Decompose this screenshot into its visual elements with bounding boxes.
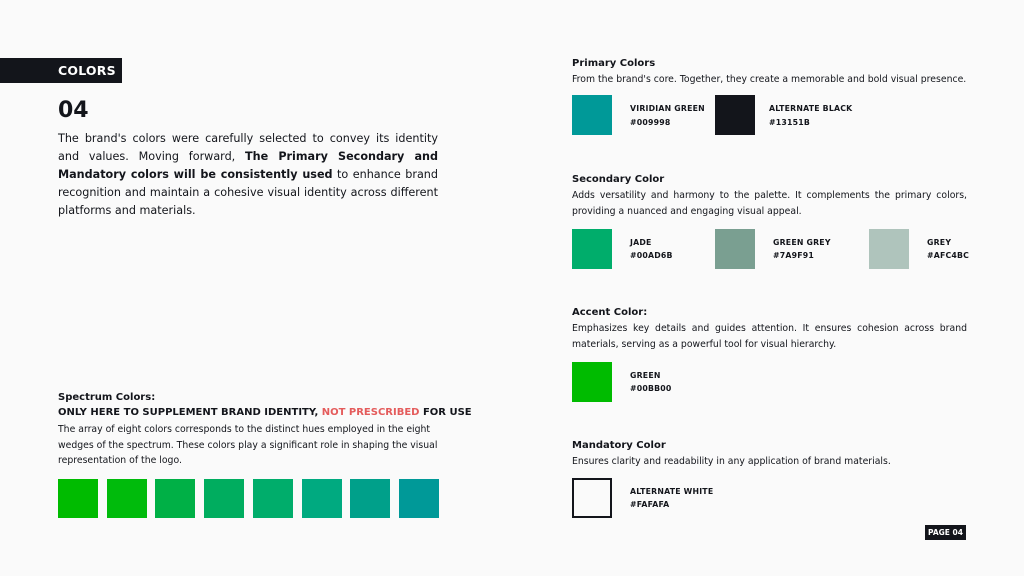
mandatory-swatches	[572, 478, 772, 523]
mandatory-color-description: Ensures clarity and readability in any application of brand materials.	[572, 456, 891, 467]
secondary-colors-section	[572, 174, 967, 219]
swatch-name: GREY	[927, 238, 952, 247]
swatch-name: JADE	[630, 238, 652, 247]
swatch-hex: #00BB00	[630, 384, 672, 393]
spectrum-swatch	[399, 479, 439, 518]
swatch-jade	[572, 229, 612, 269]
secondary-colors-title: Secondary Color	[572, 174, 665, 185]
accent-color-section	[572, 307, 967, 352]
swatch-green	[572, 362, 612, 402]
swatch-name: GREEN GREY	[773, 238, 831, 247]
swatch-name: ALTERNATE WHITE	[630, 487, 714, 496]
swatch-name: VIRIDIAN GREEN	[630, 104, 705, 113]
swatch-hex: #7A9F91	[773, 251, 814, 260]
swatch-name: ALTERNATE BLACK	[769, 104, 853, 113]
spectrum-subtitle-text: ONLY HERE TO SUPPLEMENT BRAND IDENTITY,	[58, 407, 322, 418]
spectrum-title: Spectrum Colors:	[58, 392, 156, 403]
primary-colors-section	[572, 58, 967, 88]
spectrum-swatch	[155, 479, 195, 518]
swatch-name: GREEN	[630, 371, 661, 380]
accent-swatches	[572, 362, 772, 407]
mandatory-color-section	[572, 440, 967, 470]
intro-paragraph	[58, 130, 438, 220]
page-badge: PAGE 04	[925, 525, 966, 540]
swatch-hex: #009998	[630, 118, 671, 127]
swatch-grey	[869, 229, 909, 269]
spectrum-swatch	[58, 479, 98, 518]
spectrum-swatch	[302, 479, 342, 518]
primary-swatches	[572, 95, 972, 140]
swatch-hex: #00AD6B	[630, 251, 673, 260]
not-prescribed-label: NOT PRESCRIBED	[321, 407, 420, 418]
spectrum-swatch	[350, 479, 390, 518]
intro-bold-text: The Primary Secondary and Mandatory colors will be consistently used	[58, 150, 438, 181]
swatch-green-grey	[715, 229, 755, 269]
spectrum-subtitle	[58, 407, 472, 418]
swatch-alternate-white	[572, 478, 612, 518]
spectrum-swatch	[253, 479, 293, 518]
spectrum-swatch	[107, 479, 147, 518]
swatch-hex: #FAFAFA	[630, 500, 670, 509]
intro-text-end: to enhance brand recognition and maintain a cohesive visual identity across different platforms and materials.	[58, 168, 438, 217]
swatch-viridian-green	[572, 95, 612, 135]
spectrum-swatch	[204, 479, 244, 518]
secondary-swatches	[572, 229, 972, 274]
spectrum-swatch-strip	[58, 479, 439, 518]
swatch-hex: #13151B	[769, 118, 811, 127]
page-number: 04	[58, 98, 89, 123]
swatch-alternate-black	[715, 95, 755, 135]
secondary-colors-description: Adds versatility and harmony to the palette. It complements the primary colors, providing a nuanced and engaging visual appeal.	[572, 190, 967, 217]
intro-text: The brand's colors were carefully selected to convey its identity and values. Moving forward,	[58, 132, 438, 163]
swatch-hex: #AFC4BC	[927, 251, 970, 260]
primary-colors-description: From the brand's core. Together, they create a memorable and bold visual presence.	[572, 74, 967, 85]
accent-color-description: Emphasizes key details and guides attention. It ensures cohesion across brand materials, serving as a powerful tool for visual hierarchy.	[572, 323, 967, 350]
spectrum-subtitle-end: FOR USE	[419, 407, 472, 418]
mandatory-color-title: Mandatory Color	[572, 440, 666, 451]
section-tab: COLORS	[0, 58, 122, 83]
accent-color-title: Accent Color:	[572, 307, 648, 318]
primary-colors-title: Primary Colors	[572, 58, 656, 69]
spectrum-description: The array of eight colors corresponds to the distinct hues employed in the eight wedges of the spectrum. These colors play a significant role in shaping the visual representation of the logo.	[58, 424, 438, 466]
